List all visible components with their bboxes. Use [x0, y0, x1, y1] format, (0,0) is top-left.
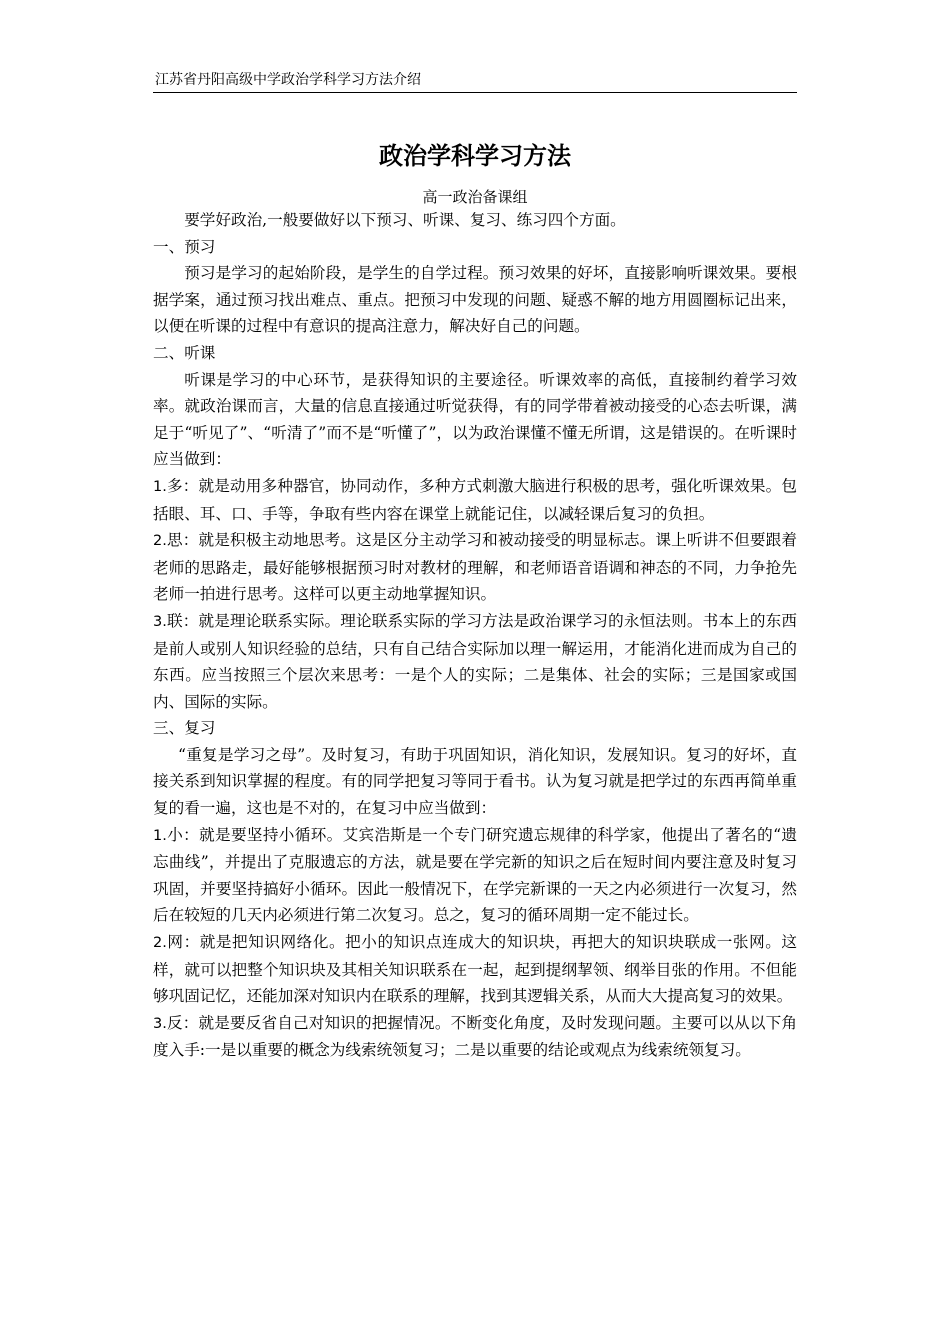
running-header: 江苏省丹阳高级中学政治学科学习方法介绍	[155, 72, 421, 88]
list-item-number: 2.	[153, 935, 167, 952]
document-title: 政治学科学习方法	[379, 142, 571, 170]
list-item	[153, 608, 797, 715]
list-item	[153, 822, 797, 929]
list-item-number: 1.	[153, 827, 167, 844]
intro-paragraph: 要学好政治,一般要做好以下预习、听课、复习、练习四个方面。	[184, 211, 626, 229]
list-item	[153, 929, 797, 1010]
list-item-text: 网：就是把知识网络化。把小的知识点连成大的知识块，再把大的知识块联成一张网。这样，就可以把整个知识块及其相关知识联系在一起，起到提纲挈领、纲举目张的作用。不但能够巩固记忆，还能加深对知识内在联系的理解，找到其逻辑关系，从而大大提高复习的效果。	[153, 933, 797, 1006]
list-item-number: 1.	[153, 478, 167, 495]
list-item	[153, 1010, 797, 1064]
document-subtitle: 高一政治备课组	[422, 188, 528, 206]
list-item-number: 3.	[153, 613, 167, 630]
section-paragraph: “重复是学习之母”。及时复习，有助于巩固知识，消化知识，发展知识。复习的好坏，直接关系到知识掌握的程度。有的同学把复习等同于看书。认为复习就是把学过的东西再简单重复的看一遍，这也是不对的，在复习中应当做到：	[153, 745, 797, 818]
section-heading: 二、听课	[153, 343, 216, 362]
list-item-number: 3.	[153, 1015, 167, 1032]
section-heading: 三、复习	[153, 719, 216, 738]
section-paragraph: 听课是学习的中心环节，是获得知识的主要途径。听课效率的高低，直接制约着学习效率。就政治课而言，大量的信息直接通过听觉获得，有的同学带着被动接受的心态去听课，满足于“听见了”、“听清了”而不是“听懂了”，以为政治课懂不懂无所谓，这是错误的。在听课时应当做到：	[153, 370, 797, 469]
list-item-text: 思：就是积极主动地思考。这是区分主动学习和被动接受的明显标志。课上听讲不但要跟着老师的思路走，最好能够根据预习时对教材的理解，和老师语音语调和神态的不同，力争抢先老师一拍进行思考。这样可以更主动地掌握知识。	[153, 531, 797, 604]
list-item-text: 反：就是要反省自己对知识的把握情况。不断变化角度，及时发现问题。主要可以从以下角度入手:一是以重要的概念为线索统领复习；二是以重要的结论或观点为线索统领复习。	[153, 1013, 797, 1060]
list-item	[153, 527, 797, 608]
list-item-text: 联：就是理论联系实际。理论联系实际的学习方法是政治课学习的永恒法则。书本上的东西是前人或别人知识经验的总结，只有自己结合实际加以理一解运用，才能消化进而成为自己的东西。应当按照三个层次来思考：一是个人的实际；二是集体、社会的实际；三是国家或国内、国际的实际。	[153, 611, 797, 711]
section-heading: 一、预习	[153, 237, 216, 256]
header-rule	[153, 92, 797, 93]
list-item	[153, 473, 797, 527]
list-item-number: 2.	[153, 533, 167, 550]
document-body	[153, 207, 797, 1064]
list-item-text: 多：就是动用多种器官，协同动作，多种方式刺激大脑进行积极的思考，强化听课效果。包括眼、耳、口、手等，争取有些内容在课堂上就能记住，以减轻课后复习的负担。	[153, 476, 797, 523]
list-item-text: 小：就是要坚持小循环。艾宾浩斯是一个专门研究遗忘规律的科学家，他提出了著名的“遗忘曲线”，并提出了克服遗忘的方法，就是要在学完新的知识之后在短时间内要注意及时复习巩固，并要坚持搞好小循环。因此一般情况下，在学完新课的一天之内必须进行一次复习，然后在较短的几天内必须进行第二次复习。总之，复习的循环周期一定不能过长。	[153, 825, 797, 925]
section-paragraph: 预习是学习的起始阶段，是学生的自学过程。预习效果的好坏，直接影响听课效果。要根据学案，通过预习找出难点、重点。把预习中发现的问题、疑惑不解的地方用圆圈标记出来，以便在听课的过程中有意识的提高注意力，解决好自己的问题。	[153, 264, 797, 336]
